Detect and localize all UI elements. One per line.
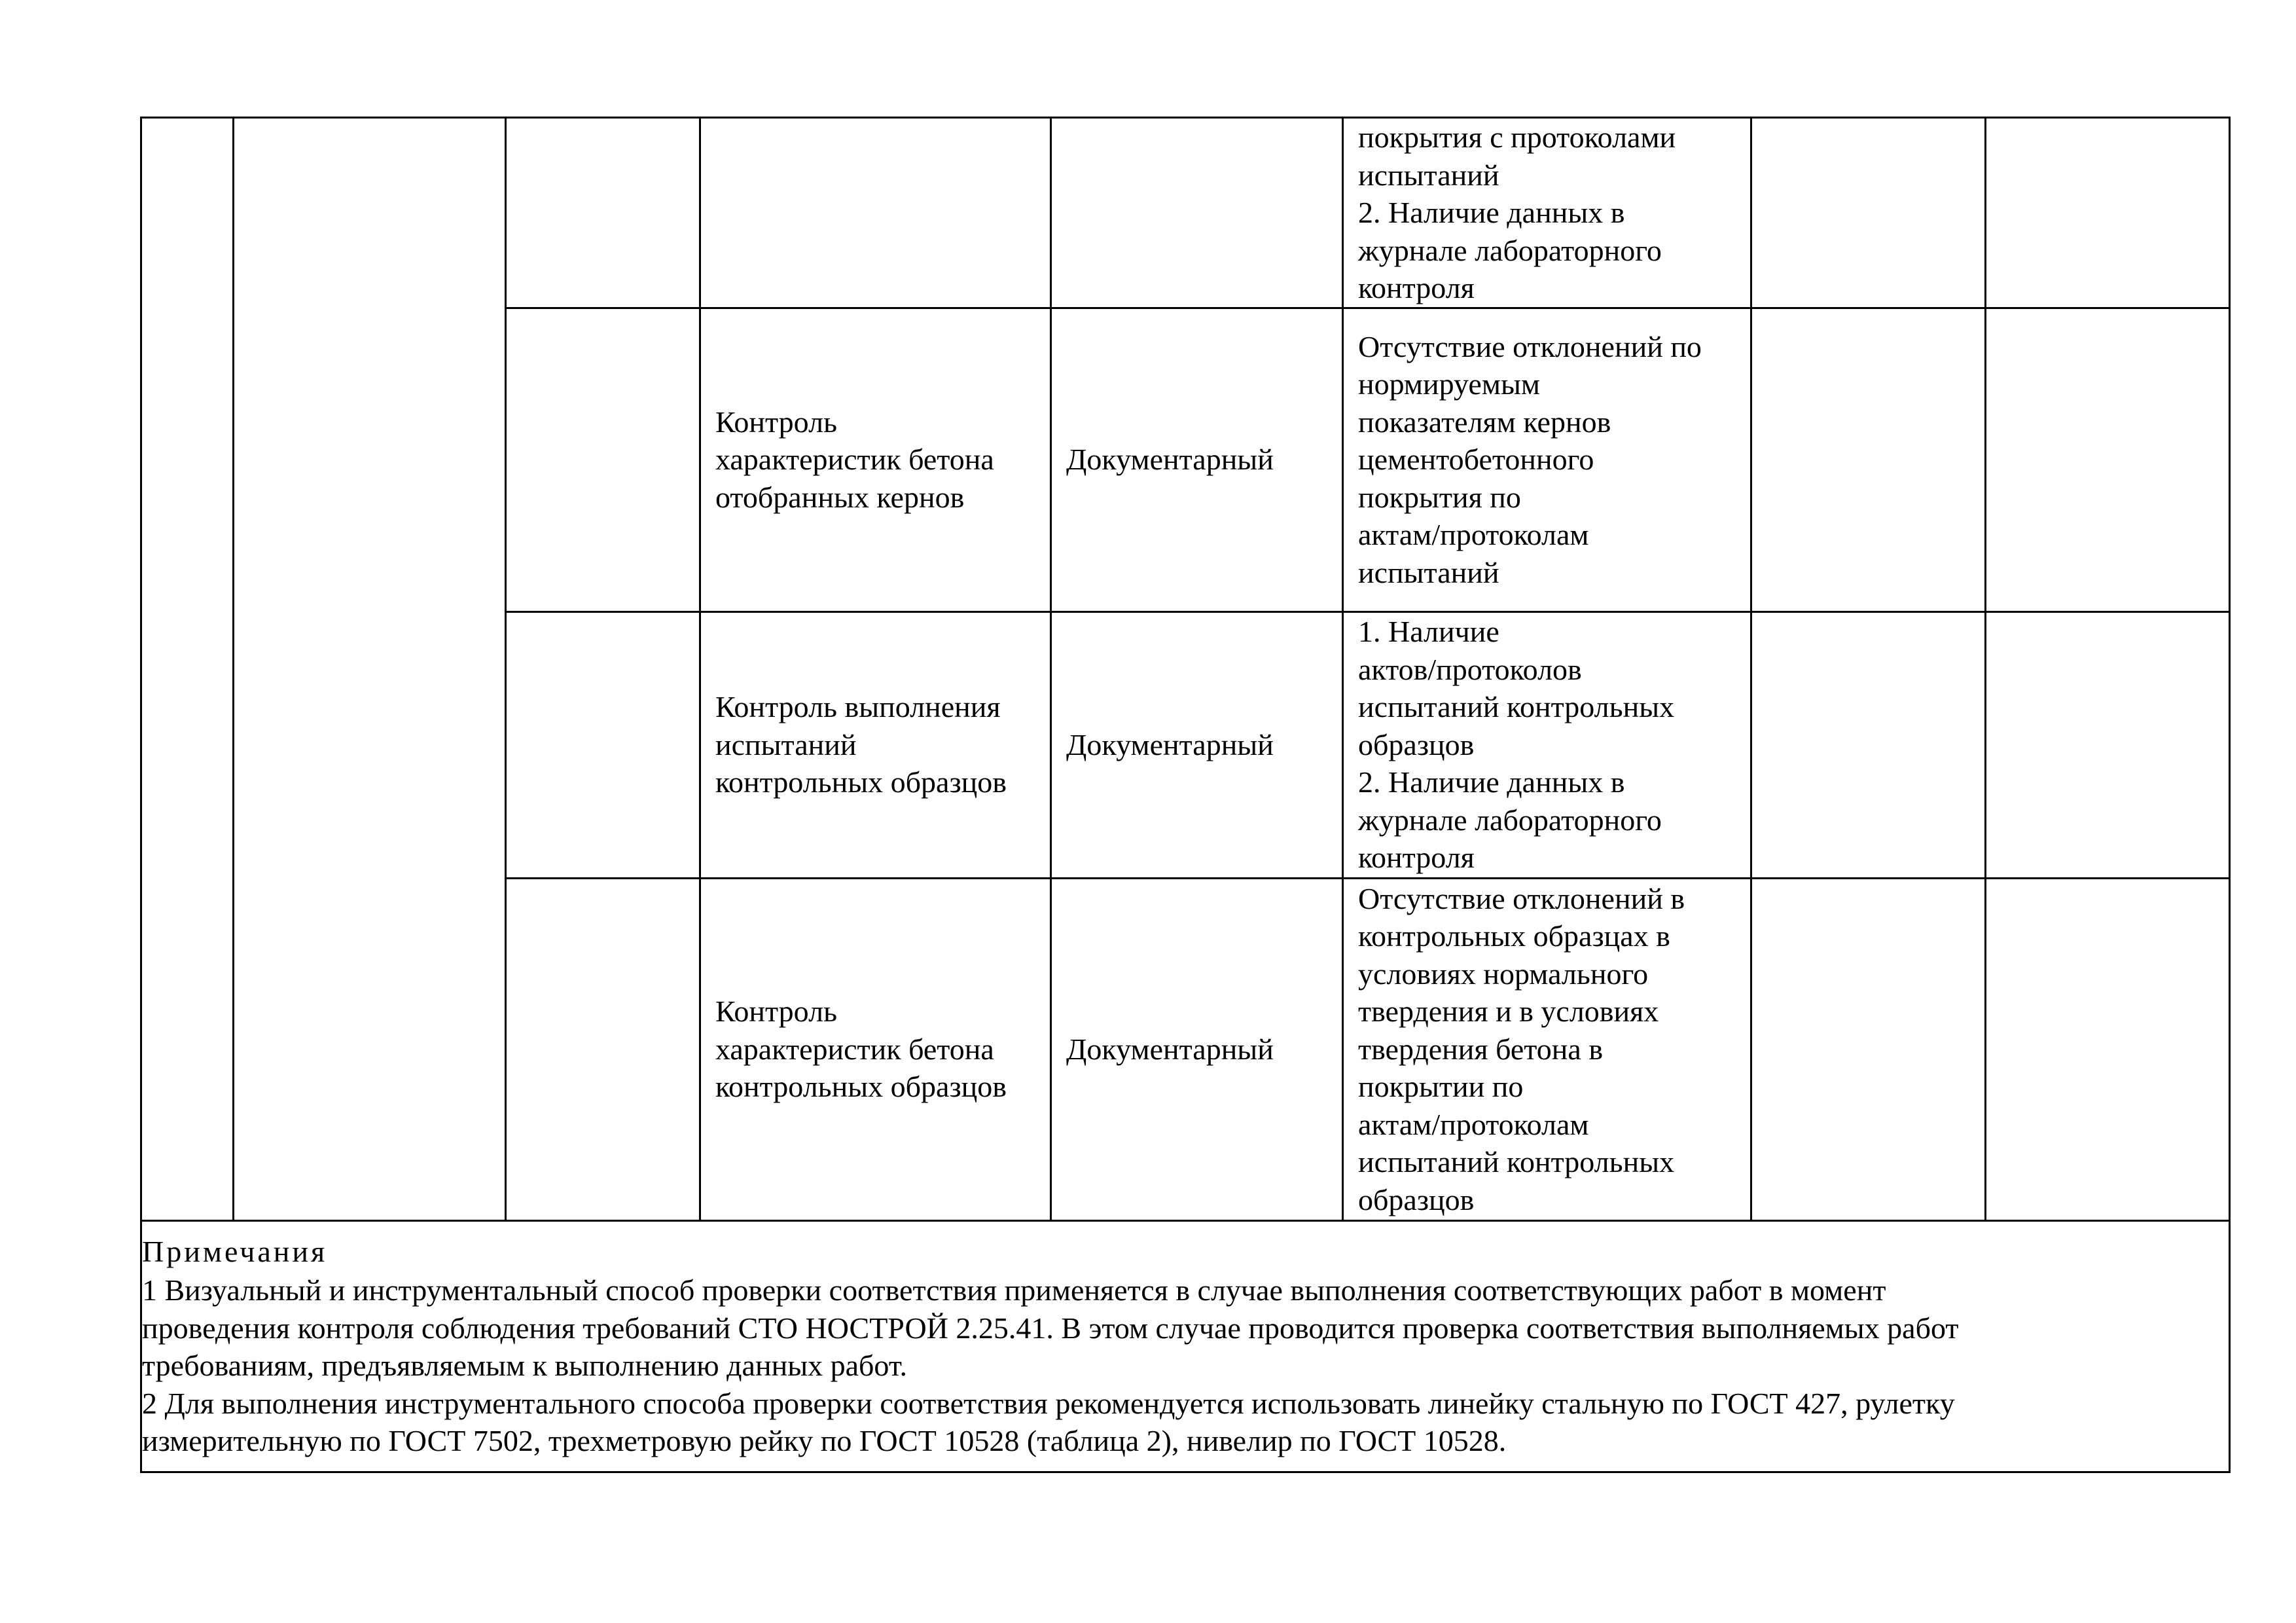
notes-cell: [141, 1220, 2230, 1472]
cell-control: [700, 308, 1051, 611]
cell-result: [1751, 308, 1986, 611]
inspection-table: [140, 117, 2231, 1473]
cell-method: [1051, 308, 1343, 611]
cell-remark: [1986, 878, 2230, 1220]
cell-control: [700, 611, 1051, 878]
criteria-text: 1. Наличие актов/протоколов испытаний контрольных образцов 2. Наличие данных в журнале лабораторного контроля: [1358, 615, 1675, 875]
note-line: измерительную по ГОСТ 7502, трехметровую рейку по ГОСТ 10528 (таблица 2), нивелир по ГОСТ 10528.: [142, 1424, 1507, 1458]
method-text: Документарный: [1066, 727, 1274, 761]
note-line: 1 Визуальный и инструментальный способ проверки соответствия применяется в случае выполнения соответствующих работ в момент: [142, 1273, 1886, 1307]
cell-subject: [506, 308, 700, 611]
cell-result: [1751, 611, 1986, 878]
criteria-text: Отсутствие отклонений в контрольных образцах в условиях нормального твердения и в условиях твердения бетона в покрытии по актам/протоколам испытаний контрольных образцов: [1358, 881, 1685, 1216]
notes-row: [141, 1220, 2230, 1472]
criteria-text: Отсутствие отклонений по нормируемым показателям кернов цементобетонного покрытия по актам/протоколам испытаний: [1358, 329, 1702, 589]
control-text: Контроль характеристик бетона контрольных образцов: [715, 994, 1007, 1104]
method-text: Документарный: [1066, 1032, 1274, 1066]
method-text: Документарный: [1066, 443, 1274, 477]
note-line: проведения контроля соблюдения требований СТО НОСТРОЙ 2.25.41. В этом случае проводится проверка соответствия выполняемых работ: [142, 1311, 1959, 1345]
cell-subject: [506, 878, 700, 1220]
cell-subject: [506, 611, 700, 878]
cell-criteria: [1343, 308, 1751, 611]
cell-method: [1051, 118, 1343, 308]
cell-number: [141, 118, 234, 1221]
criteria-text: покрытия с протоколами испытаний 2. Наличие данных в журнале лабораторного контроля: [1358, 120, 1676, 304]
cell-result: [1751, 118, 1986, 308]
control-text: Контроль характеристик бетона отобранных кернов: [715, 405, 994, 514]
cell-criteria: [1343, 611, 1751, 878]
control-text: Контроль выполнения испытаний контрольных образцов: [715, 690, 1007, 799]
cell-control: [700, 878, 1051, 1220]
table-row: [141, 118, 2230, 308]
cell-remark: [1986, 611, 2230, 878]
note-line: 2 Для выполнения инструментального способа проверки соответствия рекомендуется использовать линейку стальную по ГОСТ 427, рулетку: [142, 1386, 1955, 1420]
cell-control: [700, 118, 1051, 308]
note-line: требованиям, предъявляемым к выполнению данных работ.: [142, 1349, 907, 1383]
cell-remark: [1986, 118, 2230, 308]
notes-title: Примечания: [142, 1235, 328, 1269]
cell-method: [1051, 878, 1343, 1220]
cell-remark: [1986, 308, 2230, 611]
cell-method: [1051, 611, 1343, 878]
cell-criteria: [1343, 878, 1751, 1220]
cell-stage: [234, 118, 506, 1221]
cell-result: [1751, 878, 1986, 1220]
cell-subject: [506, 118, 700, 308]
cell-criteria: [1343, 118, 1751, 308]
